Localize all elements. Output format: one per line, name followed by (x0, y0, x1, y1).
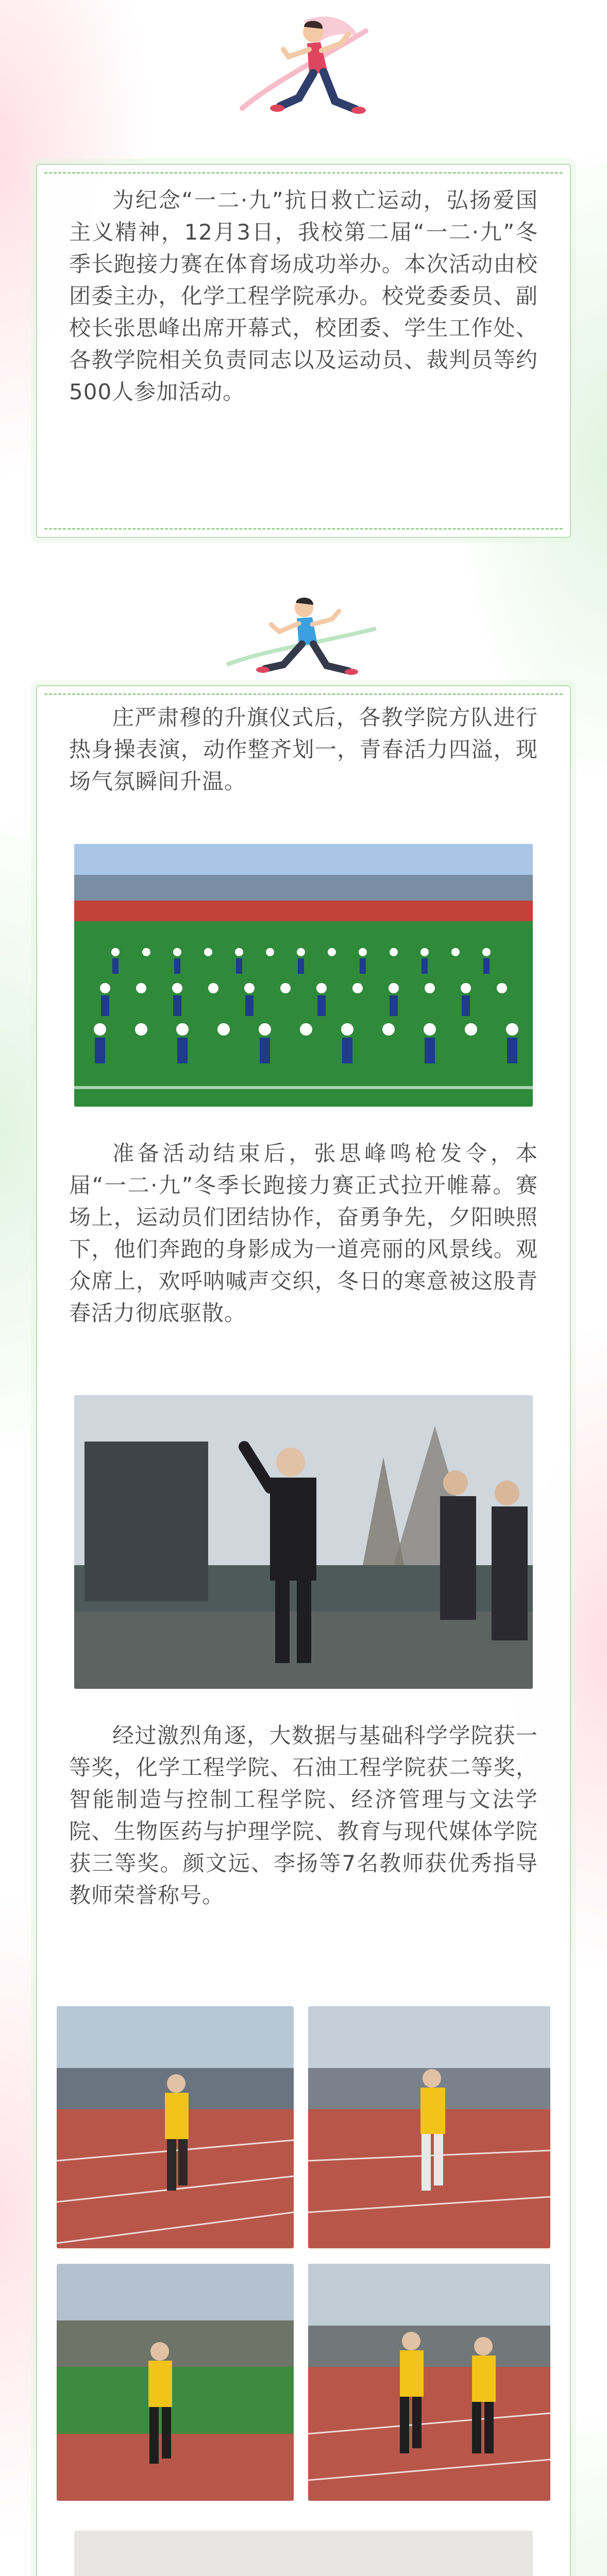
photo-runner-2 (308, 2006, 550, 2248)
intro-card (36, 164, 571, 538)
photo-runner-3 (57, 2264, 294, 2501)
photo-runner-4 (308, 2264, 550, 2501)
dashed-divider (44, 172, 563, 174)
photo-starting-gun (74, 1395, 533, 1689)
intro-paragraph: 为纪念“一二·九”抗日救亡运动，弘扬爱国主义精神，12月3日，我校第二届“一二·九”冬季长跑接力赛在体育场成功举办。本次活动由校团委主办，化学工程学院承办。校党委委员、副校长张思峰出席开幕式，校团委、学生工作处、各教学院相关负责同志以及运动员、裁判员等约500人参加活动。 (69, 188, 538, 404)
photo-award-ceremony (74, 2531, 533, 2576)
paragraph-warmup: 庄严肃穆的升旗仪式后，各教学院方队进行热身操表演，动作整齐划一，青春活力四溢，现场气氛瞬间升温。 (69, 705, 538, 794)
dashed-divider (44, 693, 563, 695)
runner-icon-red (227, 0, 381, 155)
photo-warmup-formation (74, 844, 533, 1107)
main-card (36, 685, 571, 2576)
photo-runner-1 (57, 2006, 294, 2248)
dashed-divider (44, 528, 563, 530)
runner-icon-blue (222, 587, 386, 690)
paragraph-race-start: 准备活动结束后，张思峰鸣枪发令，本届“一二·九”冬季长跑接力赛正式拉开帷幕。赛场上，运动员们团结协作，奋勇争先，夕阳映照下，他们奔跑的身影成为一道亮丽的风景线。观众席上，欢呼呐喊声交织，冬日的寒意被这股青春活力彻底驱散。 (69, 1141, 538, 1326)
paragraph-results: 经过激烈角逐，大数据与基础科学学院获一等奖，化学工程学院、石油工程学院获二等奖，智能制造与控制工程学院、经济管理与文法学院、生物医药与护理学院、教育与现代媒体学院获三等奖。颜文远、李扬等7名教师获优秀指导教师荣誉称号。 (69, 1723, 538, 1908)
